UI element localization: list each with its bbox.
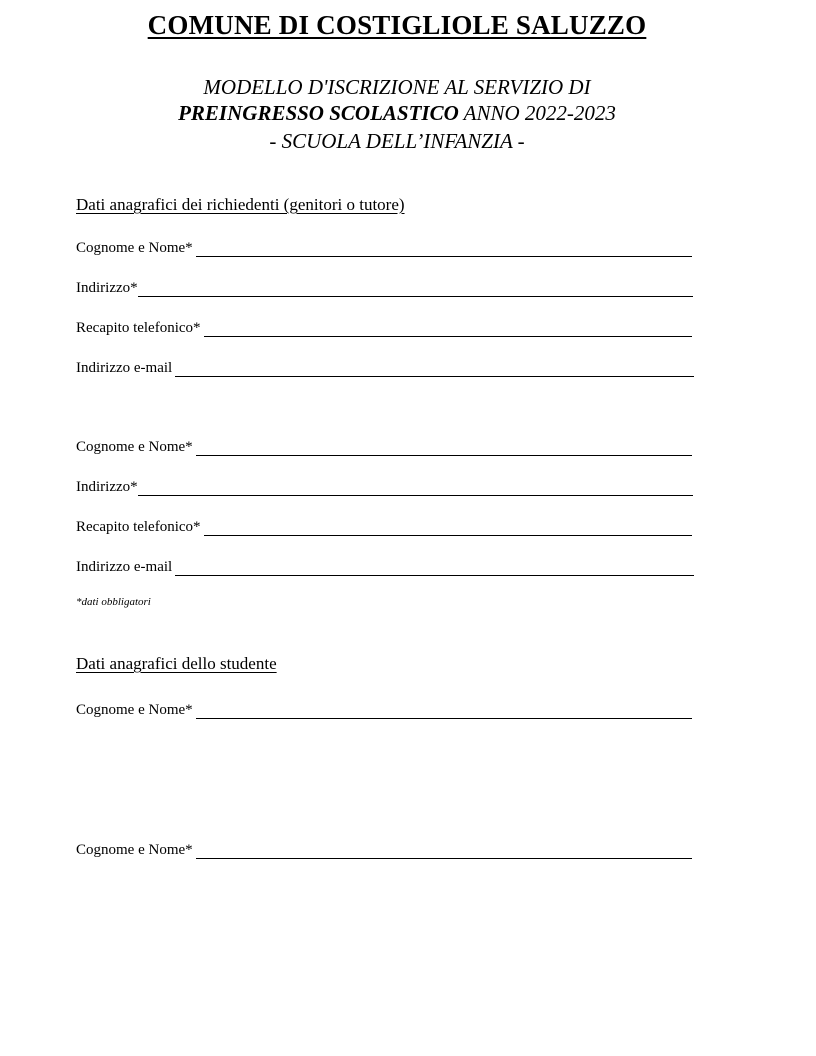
parent2-email-label: Indirizzo e-mail — [76, 559, 173, 575]
parent1-name-field[interactable] — [76, 235, 692, 257]
parent1-name-label: Cognome e Nome* — [76, 240, 193, 256]
document-title-text: COMUNE DI COSTIGLIOLE SALUZZO — [147, 10, 647, 40]
parent2-email-field[interactable] — [76, 554, 694, 576]
required-fields-note: *dati obbligatori — [76, 596, 151, 608]
student-section-heading: Dati anagrafici dello studente — [76, 654, 277, 673]
parent1-address-field[interactable] — [76, 275, 693, 297]
parent1-address-line[interactable] — [138, 282, 693, 297]
parent1-email-field[interactable] — [76, 355, 694, 377]
parent2-name-line[interactable] — [196, 441, 692, 456]
parent1-phone-label: Recapito telefonico* — [76, 320, 201, 336]
subtitle-year: ANNO 2022-2023 — [458, 101, 616, 125]
parent1-phone-line[interactable] — [204, 322, 692, 337]
subtitle-line-1: MODELLO D'ISCRIZIONE AL SERVIZIO DI — [203, 75, 591, 99]
parent2-phone-label: Recapito telefonico* — [76, 519, 201, 535]
subtitle-service-name: PREINGRESSO SCOLASTICO — [178, 101, 459, 125]
parents-section-heading: Dati anagrafici dei richiedenti (genitori o tutore) — [76, 195, 405, 214]
parent1-phone-field[interactable] — [76, 315, 692, 337]
subtitle-line-3: - SCUOLA DELL’INFANZIA - — [269, 129, 525, 153]
document-title — [0, 10, 794, 41]
student-name-line-1[interactable] — [196, 704, 692, 719]
subtitle-line-2 — [0, 100, 794, 126]
student-name-label-1: Cognome e Nome* — [76, 702, 193, 718]
student-name-line-2[interactable] — [196, 844, 692, 859]
parent2-phone-line[interactable] — [204, 521, 692, 536]
parent1-email-line[interactable] — [175, 362, 694, 377]
student-name-label-2: Cognome e Nome* — [76, 842, 193, 858]
student-name-field-2[interactable] — [76, 837, 692, 859]
parent1-name-line[interactable] — [196, 242, 692, 257]
parent1-email-label: Indirizzo e-mail — [76, 360, 173, 376]
parent2-address-field[interactable] — [76, 474, 693, 496]
parent2-email-line[interactable] — [175, 561, 694, 576]
parent1-address-label: Indirizzo* — [76, 280, 138, 296]
student-name-field-1[interactable] — [76, 697, 692, 719]
parent2-name-field[interactable] — [76, 434, 692, 456]
parent2-name-label: Cognome e Nome* — [76, 439, 193, 455]
parent2-address-label: Indirizzo* — [76, 479, 138, 495]
parent2-phone-field[interactable] — [76, 514, 692, 536]
parent2-address-line[interactable] — [138, 481, 693, 496]
